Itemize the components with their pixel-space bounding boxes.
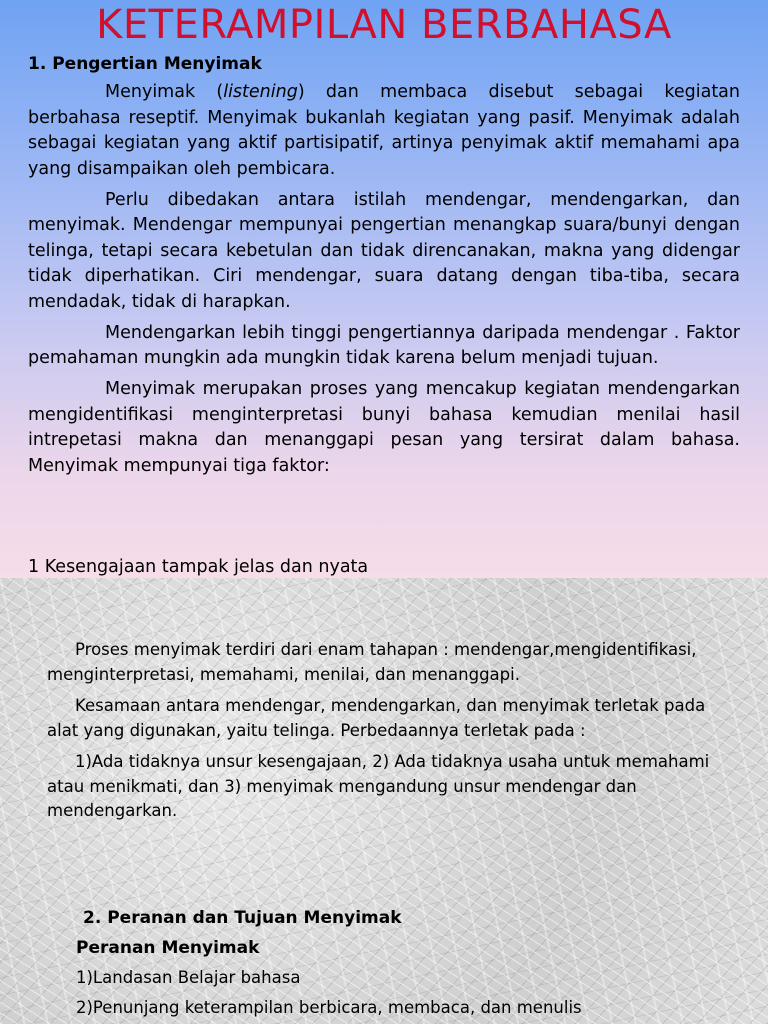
list-item: 1)Landasan Belajar bahasa — [76, 968, 301, 987]
slide-2-paragraph-3: 1)Ada tidaknya unsur kesengajaan, 2) Ada tidaknya usaha untuk memahami atau menikmati, dan 3) menyimak mengandung unsur mendengar dan mendengarkan. — [47, 752, 710, 820]
section-heading-pengertian: 1. Pengertian Menyimak — [28, 54, 262, 74]
paragraph-1-text-b: ) dan membaca disebut sebagai kegiatan berbahasa reseptif. Menyimak bukanlah kegiatan yang pasif. Menyimak adalah sebagai kegiatan yang aktif partisipatif, artinya penyimak aktif memahami apa yang disampaikan oleh pembicara. — [28, 82, 740, 179]
peranan-list — [76, 966, 756, 1024]
slide-1-body — [28, 80, 740, 485]
paragraph-4: Menyimak merupakan proses yang mencakup kegiatan mendengarkan mengidentifikasi menginterpretasi bunyi bahasa kemudian menilai hasil intrepetasi makna dan menanggapi pesan yang tersirat dalam bahasa. Menyimak mempunyai tiga faktor: — [28, 379, 740, 476]
slide-2-paragraph-1: Proses menyimak terdiri dari enam tahapan : mendengar,mengidentifikasi, menginterpretasi, memahami, menilai, dan menanggapi. — [47, 640, 697, 684]
list-item: 2)Penunjang keterampilan berbicara, membaca, dan menulis — [76, 998, 582, 1017]
slide-2-body — [47, 638, 727, 831]
cut-off-list-line: 1 Kesengajaan tampak jelas dan nyata — [28, 557, 369, 577]
slide-title: KETERAMPILAN BERBAHASA — [96, 2, 672, 48]
paragraph-3: Mendengarkan lebih tinggi pengertiannya daripada mendengar . Faktor pemahaman mungkin ada mungkin tidak karena belum menjadi tujuan. — [28, 322, 740, 368]
paragraph-1-italic-term: listening — [223, 82, 298, 102]
slide-2 — [0, 578, 768, 1024]
paragraph-2: Perlu dibedakan antara istilah mendengar, mendengarkan, dan menyimak. Mendengar mempunyai pengertian menangkap suara/bunyi dengan telinga, tetapi secara kebetulan dan tidak direncanakan, makna yang didengar tidak diperhatikan. Ciri mendengar, suara datang dengan tiba-tiba, secara mendadak, tidak di harapkan. — [28, 189, 740, 312]
paragraph-1 — [28, 80, 740, 182]
subheading-peranan-menyimak: Peranan Menyimak — [76, 938, 260, 958]
paragraph-1-text-a: Menyimak ( — [105, 82, 224, 102]
slide-2-paragraph-2: Kesamaan antara mendengar, mendengarkan, dan menyimak terletak pada alat yang digunakan, yaitu telinga. Perbedaannya terletak pada : — [47, 696, 706, 740]
section-heading-peranan-tujuan: 2. Peranan dan Tujuan Menyimak — [83, 908, 402, 928]
